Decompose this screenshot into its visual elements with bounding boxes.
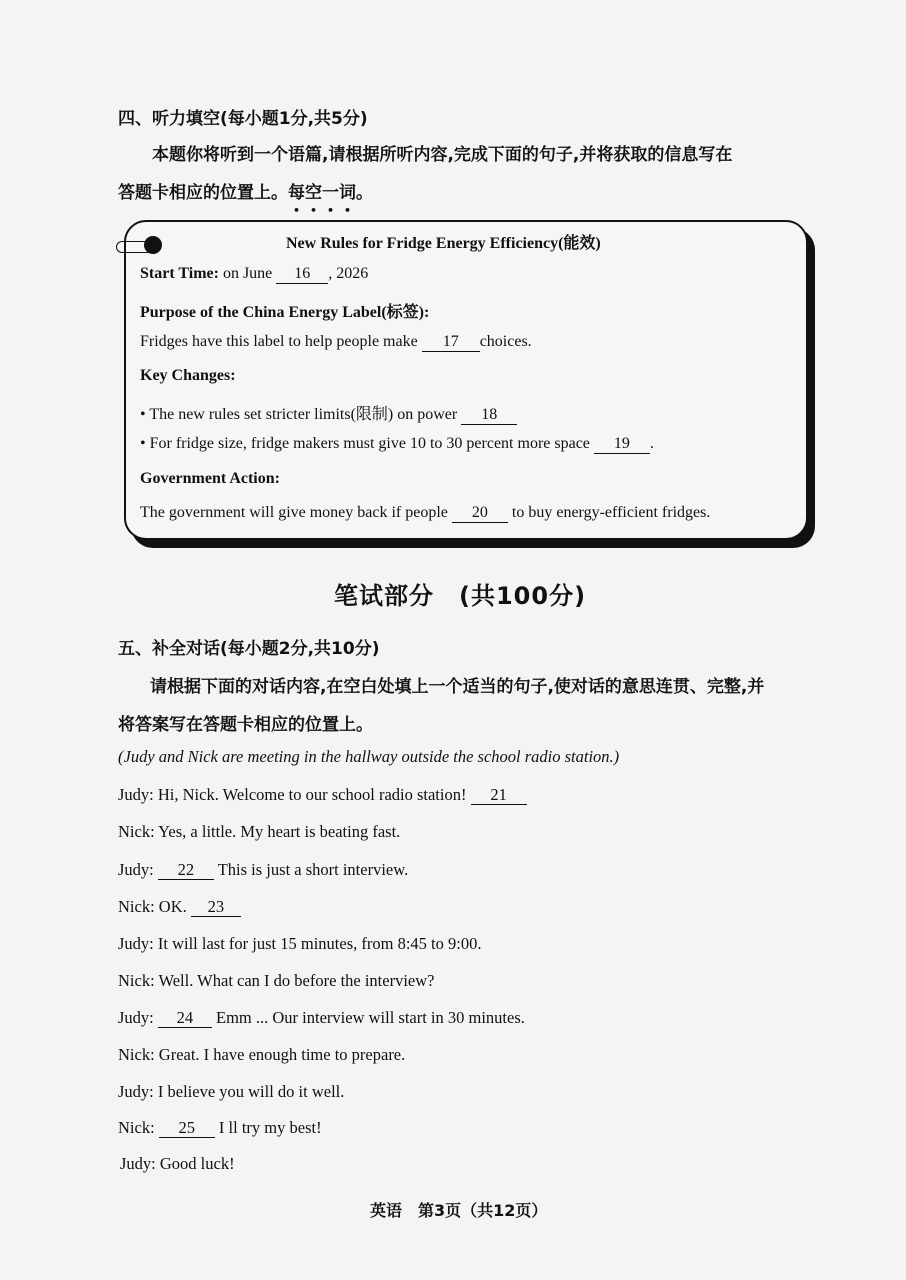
blank-24[interactable]: 24 bbox=[158, 1009, 212, 1028]
government-line bbox=[140, 504, 710, 523]
dotted-char: 每 bbox=[288, 183, 305, 203]
dialogue-line bbox=[118, 1008, 525, 1028]
change2-text: • For fridge size, fridge makers must give 10 to 30 percent more space bbox=[140, 435, 594, 452]
dialogue-post: I ll try my best! bbox=[214, 1118, 322, 1137]
dialogue-line bbox=[118, 934, 481, 954]
dialogue-line bbox=[118, 1082, 344, 1102]
blank-22[interactable]: 22 bbox=[158, 861, 214, 880]
dialogue-text: Judy: bbox=[118, 860, 158, 879]
pin-icon bbox=[144, 236, 162, 254]
purpose-label: Purpose of the China Energy Label(标签): bbox=[140, 304, 430, 321]
info-card-title: New Rules for Fridge Energy Efficiency(能效) bbox=[286, 235, 601, 252]
dialogue-text: Judy: I believe you will do it well. bbox=[118, 1082, 345, 1101]
dialogue-line bbox=[118, 822, 400, 842]
dialogue-line bbox=[118, 785, 527, 805]
section4-heading: 四、听力填空(每小题1分,共5分) bbox=[118, 109, 368, 129]
blank-23[interactable]: 23 bbox=[191, 898, 241, 917]
section5-instruction-line2: 将答案写在答题卡相应的位置上。 bbox=[118, 715, 373, 735]
government-text: The government will give money back if people bbox=[140, 504, 452, 521]
change2-post: . bbox=[649, 435, 654, 452]
government-label: Government Action: bbox=[140, 470, 280, 487]
blank-19[interactable]: 19 bbox=[594, 435, 650, 454]
change2-line bbox=[140, 435, 654, 454]
purpose-line bbox=[140, 333, 532, 352]
purpose-post: choices. bbox=[479, 333, 532, 350]
dialogue-post: This is just a short interview. bbox=[213, 860, 409, 879]
dialogue-text: Judy: Hi, Nick. Welcome to our school radio station! bbox=[118, 785, 471, 804]
page-footer: 英语 第3页（共12页） bbox=[370, 1201, 548, 1220]
start-time-label: Start Time: bbox=[140, 265, 219, 282]
change1-text: • The new rules set stricter limits(限制) on power bbox=[140, 406, 462, 423]
blank-16[interactable]: 16 bbox=[276, 265, 328, 284]
government-post: to buy energy-efficient fridges. bbox=[507, 504, 711, 521]
dialogue-text: Nick: Great. I have enough time to prepare. bbox=[118, 1045, 406, 1064]
blank-18[interactable]: 18 bbox=[461, 406, 517, 425]
dialogue-text: Nick: OK. bbox=[118, 897, 191, 916]
dialogue-text: Nick: Yes, a little. My heart is beating fast. bbox=[118, 822, 401, 841]
dialogue-text: Judy: bbox=[118, 1008, 158, 1027]
dialogue-post: Emm ... Our interview will start in 30 minutes. bbox=[211, 1008, 525, 1027]
dotted-char: 空 bbox=[305, 183, 322, 203]
dialogue-text: Judy: It will last for just 15 minutes, from 8:45 to 9:00. bbox=[118, 934, 482, 953]
written-part-title: 笔试部分 (共100分) bbox=[334, 582, 587, 610]
dialogue-line bbox=[118, 971, 434, 991]
blank-21[interactable]: 21 bbox=[471, 786, 527, 805]
dialogue-scene: (Judy and Nick are meeting in the hallway outside the school radio station.) bbox=[118, 747, 620, 766]
dialogue-line bbox=[118, 897, 241, 917]
dialogue-line bbox=[118, 860, 408, 880]
dialogue-text: Nick: bbox=[118, 1118, 159, 1137]
dialogue-line bbox=[120, 1154, 235, 1174]
section4-instruction-line1: 本题你将听到一个语篇,请根据所听内容,完成下面的句子,并将获取的信息写在 bbox=[152, 145, 733, 165]
purpose-text: Fridges have this label to help people make bbox=[140, 333, 422, 350]
instruction-text: 答题卡相应的位置上。 bbox=[118, 183, 288, 203]
blank-17[interactable]: 17 bbox=[422, 333, 480, 352]
section5-heading: 五、补全对话(每小题2分,共10分) bbox=[118, 639, 380, 659]
dotted-char: 词 bbox=[339, 183, 356, 203]
start-time-line bbox=[140, 265, 368, 284]
dialogue-text: Judy: Good luck! bbox=[120, 1154, 235, 1173]
dialogue-line bbox=[118, 1118, 322, 1138]
key-changes-label: Key Changes: bbox=[140, 367, 236, 384]
section5-instruction-line1: 请根据下面的对话内容,在空白处填上一个适当的句子,使对话的意思连贯、完整,并 bbox=[150, 677, 765, 697]
start-time-year: , 2026 bbox=[328, 265, 369, 282]
instruction-end: 。 bbox=[356, 183, 373, 203]
change1-line bbox=[140, 401, 517, 425]
blank-25[interactable]: 25 bbox=[159, 1119, 215, 1138]
section4-instruction-line2 bbox=[118, 178, 373, 203]
dotted-char: 一 bbox=[322, 183, 339, 203]
dialogue-line bbox=[118, 1045, 405, 1065]
start-time-text: on June bbox=[218, 265, 277, 282]
dialogue-text: Nick: Well. What can I do before the interview? bbox=[118, 971, 435, 990]
blank-20[interactable]: 20 bbox=[452, 504, 508, 523]
